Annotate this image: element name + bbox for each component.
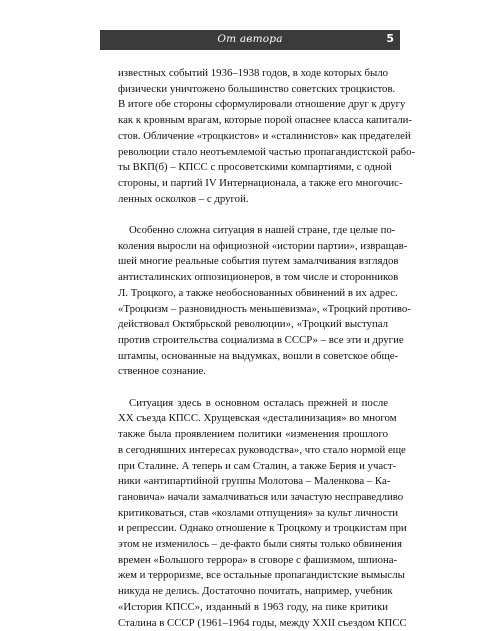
text-line: XX съезда КПСС. Хрущевская «десталинизация» во многом — [118, 412, 397, 425]
text-line: штампы, основанные на выдумках, вошли в советское обще- — [118, 349, 399, 362]
text-line: стороны, и партий IV Интернационала, а также его многочис- — [118, 176, 403, 189]
text-line: жем и терроризме, все остальные пропагандистские вымыслы — [118, 569, 405, 582]
text-line: шей многие реальные события путем замалчивания взглядов — [118, 255, 399, 268]
text-line: критиковаться, став «козлами отпущения» за культ личности — [118, 506, 399, 519]
text-line: коления выросли на официозной «истории партии», извращав- — [118, 239, 408, 252]
text-line: известных событий 1936–1938 годов, в ходе которых было — [118, 67, 388, 79]
text-line: как к кровным врагам, которые порой опаснее класса капитали- — [118, 114, 412, 127]
text-line: «Троцкизм – разновидность меньшевизма», «Троцкий противо- — [118, 302, 411, 315]
page-number: 5 — [386, 32, 394, 45]
text-line: ленных осколков – с другой. — [118, 192, 249, 205]
text-line: ты ВКП(б) – КПСС с просоветскими компартиями, с одной — [118, 161, 392, 174]
text-line: «История КПСС», изданный в 1963 году, на пике критики — [118, 600, 388, 613]
text-line: Сталина в СССР (1961–1964 годы, между XXII съездом КПСС — [118, 616, 407, 629]
text-line: при Сталине. А теперь и сам Сталин, а также Берия и участ- — [118, 459, 397, 472]
body-text — [118, 66, 416, 631]
text-line: против строительства социализма в СССР» – все эти и другие — [118, 333, 404, 346]
text-line: также была проявлением политики «изменения прошлого — [118, 428, 388, 441]
text-line: ственное сознание. — [118, 365, 206, 378]
text-line: революции стало неотъемлемой частью пропагандистской рабо- — [118, 145, 416, 158]
text-line: Ситуация здесь в основном осталась прежней и после — [129, 396, 388, 409]
text-line: В итоге обе стороны сформулировали отношение друг к другу — [118, 98, 406, 111]
text-line: физически уничтожено большинство советских троцкистов. — [118, 82, 396, 95]
paragraph — [118, 66, 416, 207]
text-line: Особенно сложна ситуация в нашей стране, где целые по- — [129, 224, 396, 237]
text-line: времен «Большого террора» в сговоре с фашизмом, шпиона- — [118, 553, 398, 566]
running-title: От автора — [217, 33, 283, 45]
text-line: этом не изменилось – де-факто были сняты только обвинения — [118, 538, 402, 551]
paragraph — [118, 223, 411, 380]
paragraph — [118, 396, 407, 631]
text-line: и репрессии. Однако отношение к Троцкому и троцкистам при — [118, 522, 407, 535]
text-line: гановича» начали замалчиваться или зачастую несправедливо — [118, 490, 404, 503]
text-line: ники «антипартийной группы Молотова – Маленкова – Ка- — [118, 475, 391, 488]
text-line: Л. Троцкого, а также необоснованных обвинений в их адрес. — [118, 286, 398, 299]
paragraph-gap — [118, 380, 388, 396]
text-line: стов. Обличение «троцкистов» и «сталинистов» как предателей — [118, 129, 411, 142]
text-line: действовал Октябрьской революции», «Троцкий выступал — [118, 318, 388, 331]
text-line: никуда не делись. Достаточно почитать, например, учебник — [118, 585, 393, 598]
running-head — [100, 30, 400, 50]
paragraph-gap — [118, 207, 388, 223]
text-line: в сегодняшних интересах руководства», что стало нормой еще — [118, 443, 406, 456]
text-line: антисталинских оппозиционеров, в том числе и сторонников — [118, 271, 399, 284]
